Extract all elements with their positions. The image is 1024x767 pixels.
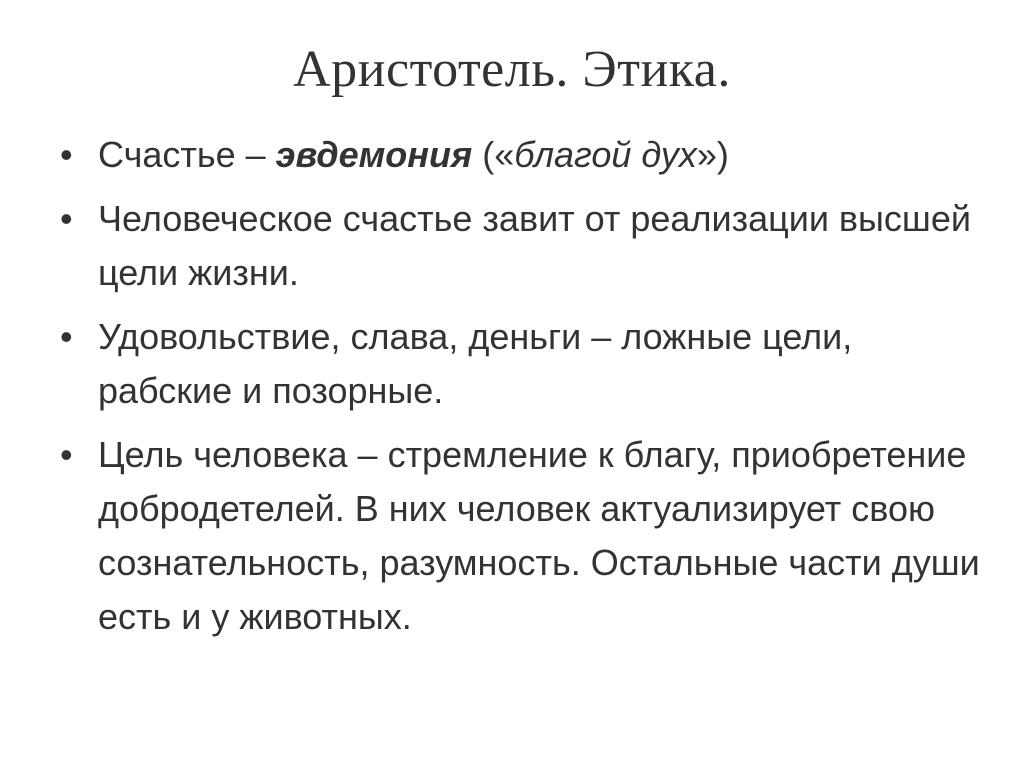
item-text: Цель человека – стремление к благу, приобретение добродетелей. В них человек актуализирует свою сознательность, разумность. Остальные части души есть и у животных. <box>98 434 980 637</box>
bullet-icon: • <box>60 198 73 239</box>
bullet-item-happiness <box>60 128 980 182</box>
term-eudaimonia: эвдемония <box>275 134 473 175</box>
bullet-item-human-goal <box>60 428 980 644</box>
item-text: Человеческое счастье завит от реализации высшей цели жизни. <box>98 198 971 293</box>
bullet-item-human-happiness <box>60 192 980 300</box>
bullet-item-false-goals <box>60 310 980 418</box>
bullet-icon: • <box>60 316 73 357</box>
bullet-list <box>60 128 980 654</box>
term-gloss: благой дух <box>514 134 697 175</box>
bullet-icon: • <box>60 134 73 175</box>
item-text: Удовольствие, слава, деньги – ложные цели, рабские и позорные. <box>98 316 853 411</box>
slide-title: Аристотель. Этика. <box>293 41 731 98</box>
item-text-open: (« <box>472 134 515 175</box>
item-text-close: ») <box>696 134 729 175</box>
item-text-prefix: Счастье – <box>98 134 276 175</box>
bullet-icon: • <box>60 434 73 475</box>
